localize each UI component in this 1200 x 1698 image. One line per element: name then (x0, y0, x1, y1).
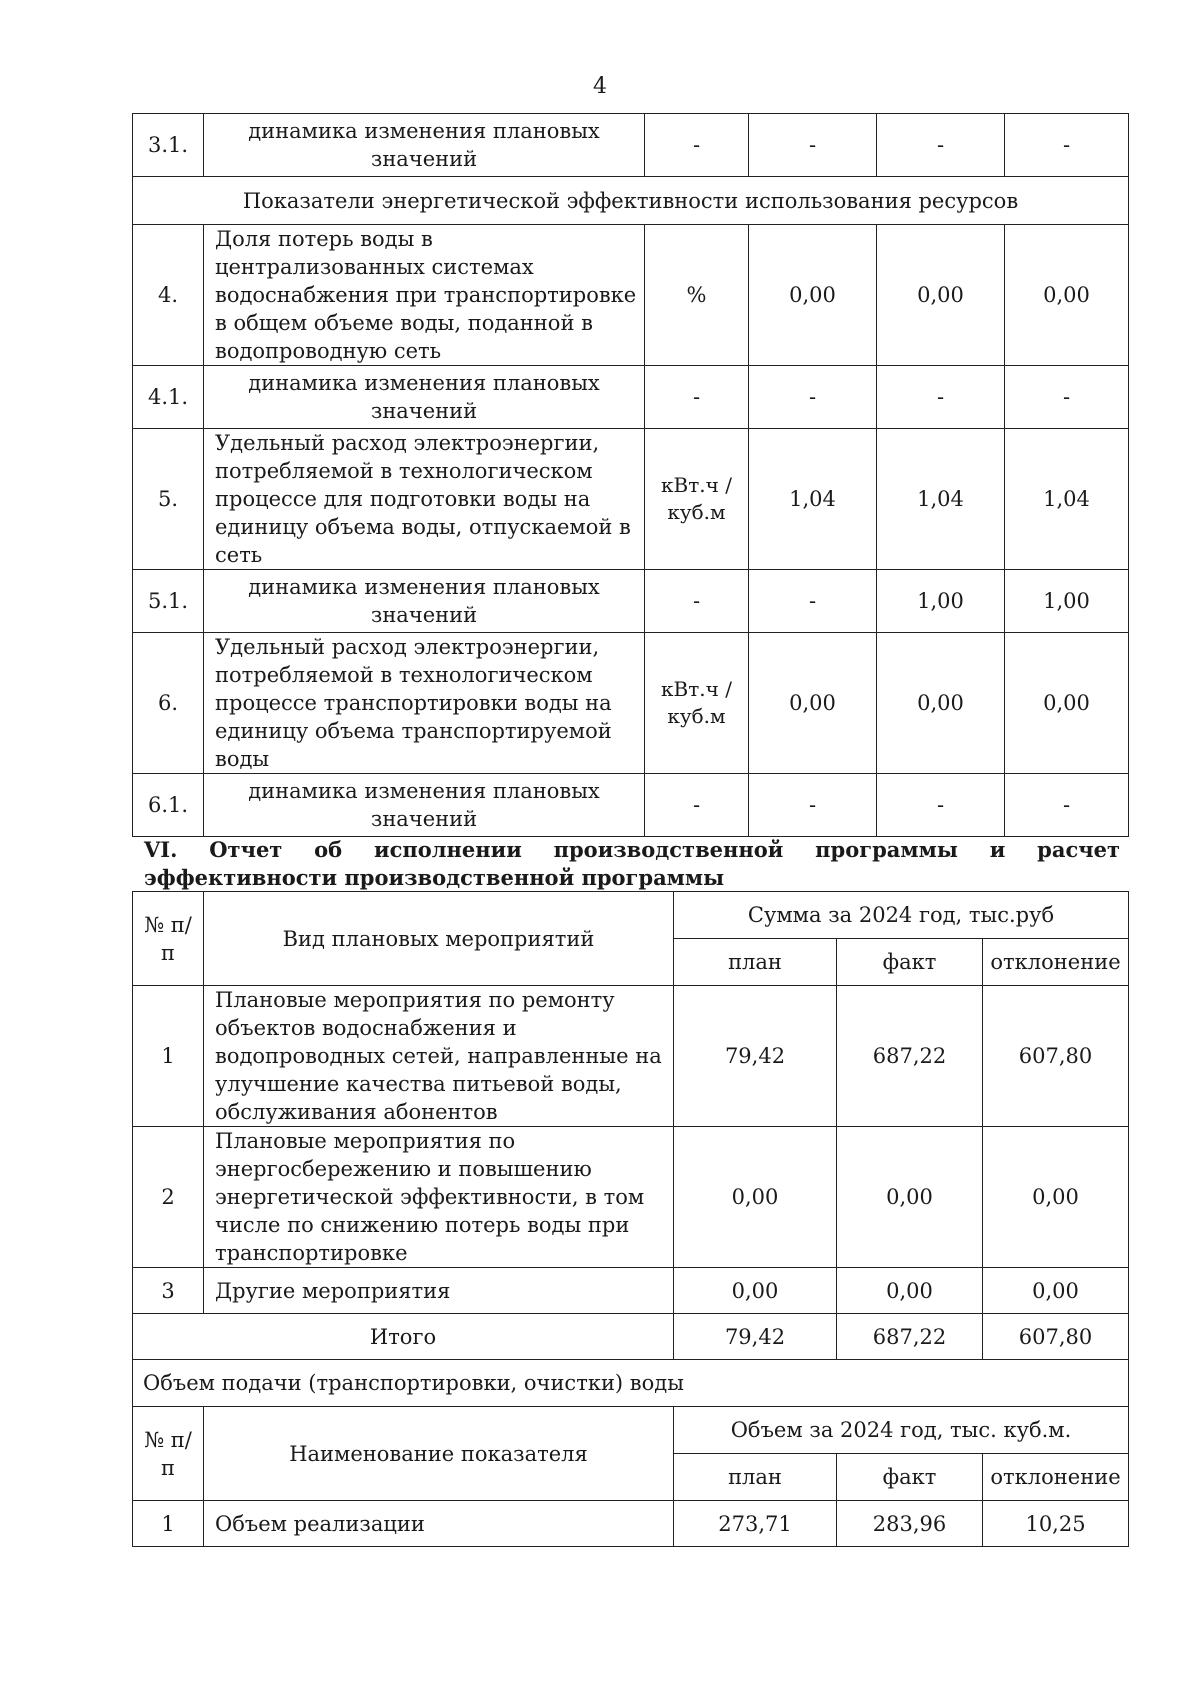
plan-cell: 0,00 (674, 1268, 837, 1314)
fact-cell: 687,22 (837, 986, 983, 1127)
indicator-name: динамика изменения плановых значений (204, 114, 645, 177)
value-cell: - (1005, 366, 1129, 429)
value-cell: - (1005, 114, 1129, 177)
value-cell: 0,00 (749, 225, 877, 366)
header-fact: факт (837, 1454, 983, 1501)
indicator-name: Удельный расход электроэнергии, потребляемой в технологическом процессе транспортировки воды на единицу объема транспортируемой воды (204, 633, 645, 774)
header-plan: план (674, 939, 837, 986)
total-deviation: 607,80 (983, 1314, 1129, 1360)
value-cell: 0,00 (877, 633, 1005, 774)
row-number: 4. (133, 225, 204, 366)
value-cell: 1,00 (877, 570, 1005, 633)
unit: - (645, 366, 749, 429)
value-cell: 1,04 (877, 429, 1005, 570)
indicator-name: динамика изменения плановых значений (204, 366, 645, 429)
header-deviation: отклонение (983, 1454, 1129, 1501)
unit: - (645, 774, 749, 837)
unit: - (645, 114, 749, 177)
value-cell: - (749, 366, 877, 429)
header-num: № п/п (133, 1407, 204, 1501)
row-number: 3 (133, 1268, 204, 1314)
indicator-name: Доля потерь воды в централизованных системах водоснабжения при транспортировке в общем объеме воды, поданной в водопроводную сеть (204, 225, 645, 366)
deviation-cell: 0,00 (983, 1268, 1129, 1314)
fact-cell: 283,96 (837, 1501, 983, 1547)
volume-caption: Объем подачи (транспортировки, очистки) воды (133, 1360, 1129, 1407)
caption-row (133, 1360, 1129, 1407)
table-row (133, 633, 1129, 774)
deviation-cell: 0,00 (983, 1127, 1129, 1268)
table-row (133, 570, 1129, 633)
indicators-table (132, 113, 1129, 837)
plan-cell: 79,42 (674, 986, 837, 1127)
activity-name: Плановые мероприятия по ремонту объектов водоснабжения и водопроводных сетей, направленные на улучшение качества питьевой воды, обслуживания абонентов (204, 986, 674, 1127)
total-plan: 79,42 (674, 1314, 837, 1360)
value-cell: 0,00 (749, 633, 877, 774)
table-row (133, 225, 1129, 366)
fact-cell: 0,00 (837, 1268, 983, 1314)
header-plan: план (674, 1454, 837, 1501)
total-row (133, 1314, 1129, 1360)
header-sum: Сумма за 2024 год, тыс.руб (674, 892, 1129, 939)
value-cell: 0,00 (877, 225, 1005, 366)
indicator-name: Объем реализации (204, 1501, 674, 1547)
section-row (133, 177, 1129, 225)
header-name: Наименование показателя (204, 1407, 674, 1501)
section-title: VI. Отчет об исполнении производственной программы и расчет эффективности производственной программы (144, 837, 1120, 890)
indicator-name: Удельный расход электроэнергии, потребляемой в технологическом процессе для подготовки воды на единицу объема воды, отпускаемой в сеть (204, 429, 645, 570)
program-report-table (132, 891, 1129, 1547)
page-number: 4 (593, 74, 607, 99)
value-cell: 1,04 (1005, 429, 1129, 570)
value-cell: - (877, 114, 1005, 177)
row-number: 6. (133, 633, 204, 774)
value-cell: 0,00 (1005, 225, 1129, 366)
indicator-name: динамика изменения плановых значений (204, 774, 645, 837)
table-row (133, 1127, 1129, 1268)
value-cell: - (1005, 774, 1129, 837)
table-row (133, 1501, 1129, 1547)
header-row (133, 1407, 1129, 1454)
row-number: 4.1. (133, 366, 204, 429)
unit: - (645, 570, 749, 633)
header-volume: Объем за 2024 год, тыс. куб.м. (674, 1407, 1129, 1454)
deviation-cell: 10,25 (983, 1501, 1129, 1547)
value-cell: 1,00 (1005, 570, 1129, 633)
row-number: 2 (133, 1127, 204, 1268)
table-row (133, 986, 1129, 1127)
deviation-cell: 607,80 (983, 986, 1129, 1127)
total-fact: 687,22 (837, 1314, 983, 1360)
value-cell: 0,00 (1005, 633, 1129, 774)
row-number: 6.1. (133, 774, 204, 837)
header-name: Вид плановых мероприятий (204, 892, 674, 986)
row-number: 1 (133, 1501, 204, 1547)
unit: кВт.ч / куб.м (645, 429, 749, 570)
header-row (133, 892, 1129, 939)
fact-cell: 0,00 (837, 1127, 983, 1268)
value-cell: - (877, 366, 1005, 429)
section-heading: Показатели энергетической эффективности использования ресурсов (133, 177, 1129, 225)
unit: кВт.ч / куб.м (645, 633, 749, 774)
table-row (133, 774, 1129, 837)
activity-name: Плановые мероприятия по энергосбережению и повышению энергетической эффективности, в том числе по снижению потерь воды при транспортировке (204, 1127, 674, 1268)
header-num: № п/п (133, 892, 204, 986)
value-cell: - (749, 114, 877, 177)
plan-cell: 273,71 (674, 1501, 837, 1547)
value-cell: - (749, 570, 877, 633)
activity-name: Другие мероприятия (204, 1268, 674, 1314)
table-row (133, 366, 1129, 429)
plan-cell: 0,00 (674, 1127, 837, 1268)
row-number: 5.1. (133, 570, 204, 633)
value-cell: 1,04 (749, 429, 877, 570)
table-row (133, 1268, 1129, 1314)
row-number: 1 (133, 986, 204, 1127)
unit: % (645, 225, 749, 366)
table-row (133, 114, 1129, 177)
header-fact: факт (837, 939, 983, 986)
value-cell: - (877, 774, 1005, 837)
header-deviation: отклонение (983, 939, 1129, 986)
value-cell: - (749, 774, 877, 837)
row-number: 3.1. (133, 114, 204, 177)
row-number: 5. (133, 429, 204, 570)
table-row (133, 429, 1129, 570)
total-label: Итого (133, 1314, 674, 1360)
indicator-name: динамика изменения плановых значений (204, 570, 645, 633)
